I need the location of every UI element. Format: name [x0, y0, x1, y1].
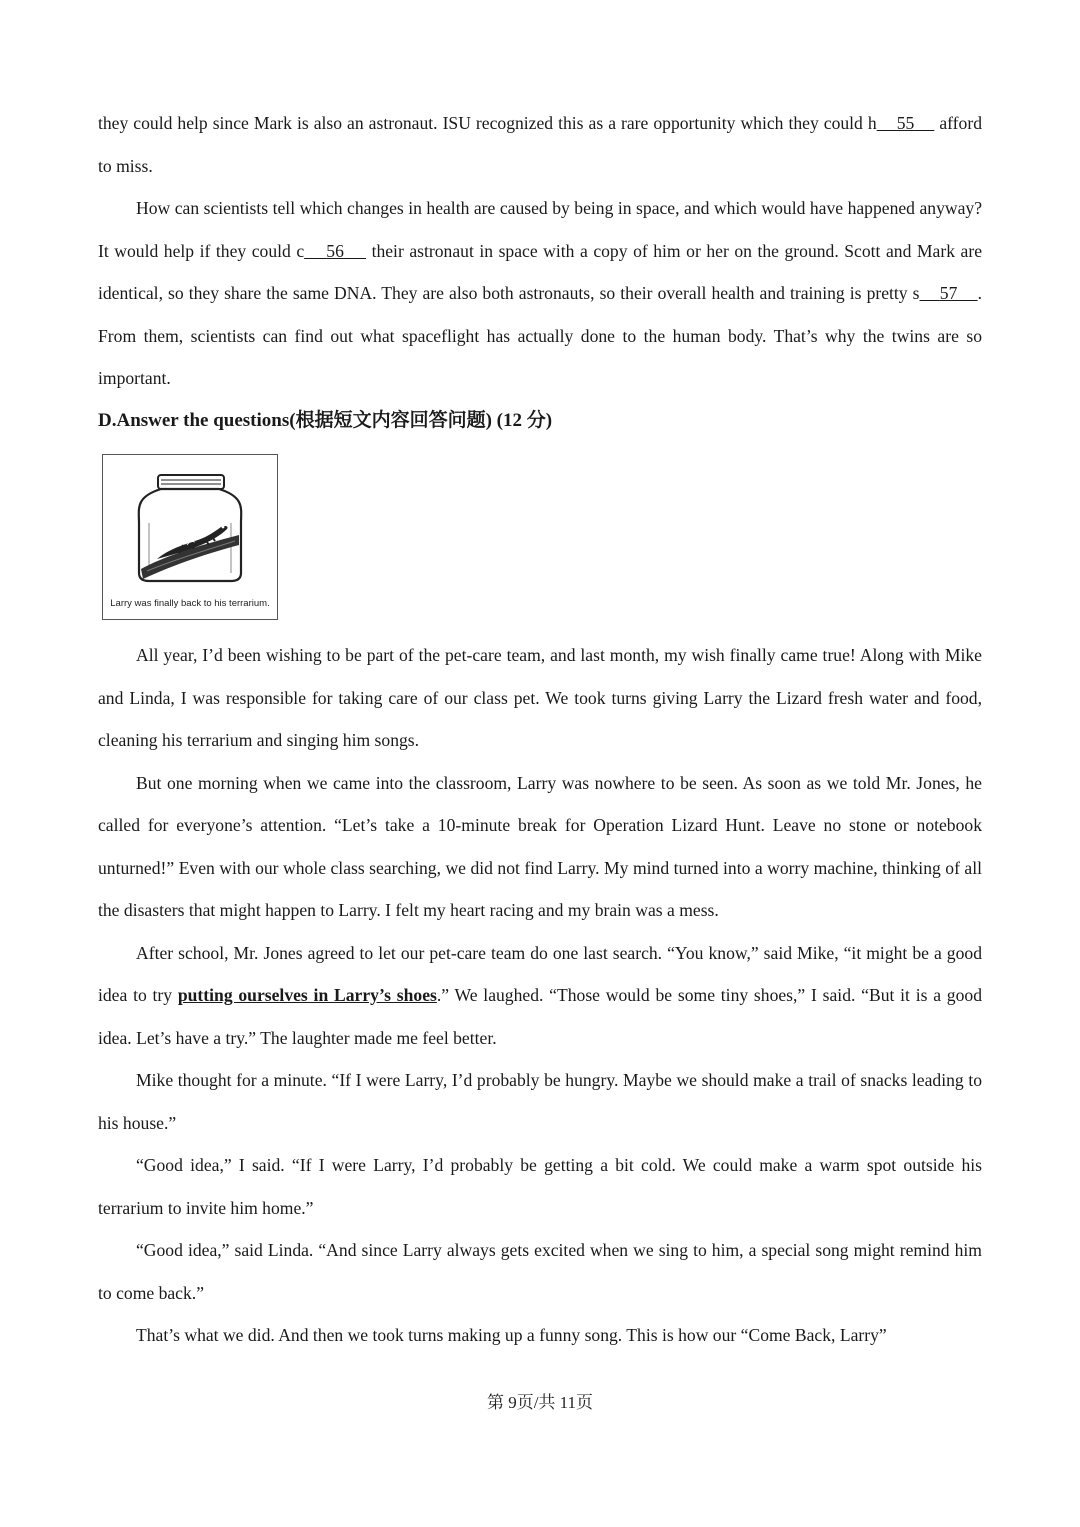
- answer-blank-56: 56: [326, 240, 344, 261]
- text-run: After school, Mr. Jones agreed to let our pet-care team do one last search. “You know,” said Mike, “it might be a good idea to try: [98, 942, 982, 1005]
- paragraph-p8: [98, 1229, 982, 1314]
- document-page: [98, 102, 982, 1357]
- text-run: How can scientists tell which changes in health are caused by being in space, and which would have happened anyway? It would help if they could c: [98, 198, 982, 261]
- figure-caption: Larry was finally back to his terrarium.: [110, 598, 270, 609]
- highlighted-phrase: putting ourselves in Larry’s shoes: [177, 985, 437, 1005]
- answer-blank-wrapper: [877, 113, 935, 133]
- paragraph-p9: [98, 1314, 982, 1357]
- paragraph-p5: [98, 932, 982, 1060]
- text-run: But one morning when we came into the classroom, Larry was nowhere to be seen. As soon as we told Mr. Jones, he called for everyone’s attention. “Let’s take a 10-minute break for Operation Lizard Hunt. Leave no stone or notebook unturned!” Even with our whole class searching, we did not find Larry. My mind turned into a worry machine, thinking of all the disasters that might happen to Larry. I felt my heart racing and my brain was a mess.: [98, 772, 982, 920]
- bottom-passage: [98, 634, 982, 1357]
- paragraph-p4: [98, 762, 982, 932]
- page-footer: 第 9页/共 11页: [486, 1393, 594, 1412]
- lizard-figure: [102, 454, 278, 620]
- paragraph-p3: [98, 634, 982, 762]
- top-passage: [98, 102, 982, 400]
- lizard-in-jar-icon: [113, 461, 267, 589]
- paragraph-p2: [98, 187, 982, 400]
- text-run: “Good idea,” I said. “If I were Larry, I’d probably be getting a bit cold. We could make a warm spot outside his terrarium to invite him home.”: [98, 1155, 982, 1218]
- text-run: their astronaut in space with a copy of him or her on the ground. Scott and Mark are identical, so they share the same DNA. They are also both astronauts, so their overall health and training is pretty s: [98, 240, 983, 303]
- text-run: .” We laughed. “Those would be some tiny shoes,” I said. “But it is a good idea. Let’s have a try.” The laughter made me feel better.: [98, 985, 982, 1048]
- paragraph-p1: [98, 102, 982, 187]
- text-run: they could help since Mark is also an astronaut. ISU recognized this as a rare opportunity which they could h: [98, 113, 877, 133]
- text-run: Mike thought for a minute. “If I were Larry, I’d probably be hungry. Maybe we should make a trail of snacks leading to his house.”: [98, 1070, 982, 1133]
- answer-blank-55: 55: [896, 113, 915, 133]
- text-run: . From them, scientists can find out what spaceflight has actually done to the human body. That’s why the twins are so important.: [98, 283, 983, 388]
- text-run: afford to miss.: [98, 113, 982, 176]
- text-run: “Good idea,” said Linda. “And since Larry always gets excited when we sing to him, a special song might remind him to come back.”: [98, 1240, 982, 1303]
- answer-blank-57: 57: [939, 283, 958, 303]
- section-heading: D.Answer the questions(根据短文内容回答问题) (12 分): [98, 409, 553, 431]
- answer-blank-wrapper: [304, 241, 366, 261]
- paragraph-p6: [98, 1059, 982, 1144]
- paragraph-p7: [98, 1144, 982, 1229]
- answer-blank-wrapper: [920, 283, 978, 303]
- text-run: That’s what we did. And then we took turns making up a funny song. This is how our “Come Back, Larry”: [136, 1325, 887, 1345]
- text-run: All year, I’d been wishing to be part of the pet-care team, and last month, my wish finally came true! Along with Mike and Linda, I was responsible for taking care of our class pet. We took turns giving Larry the Lizard fresh water and food, cleaning his terrarium and singing him songs.: [98, 645, 982, 750]
